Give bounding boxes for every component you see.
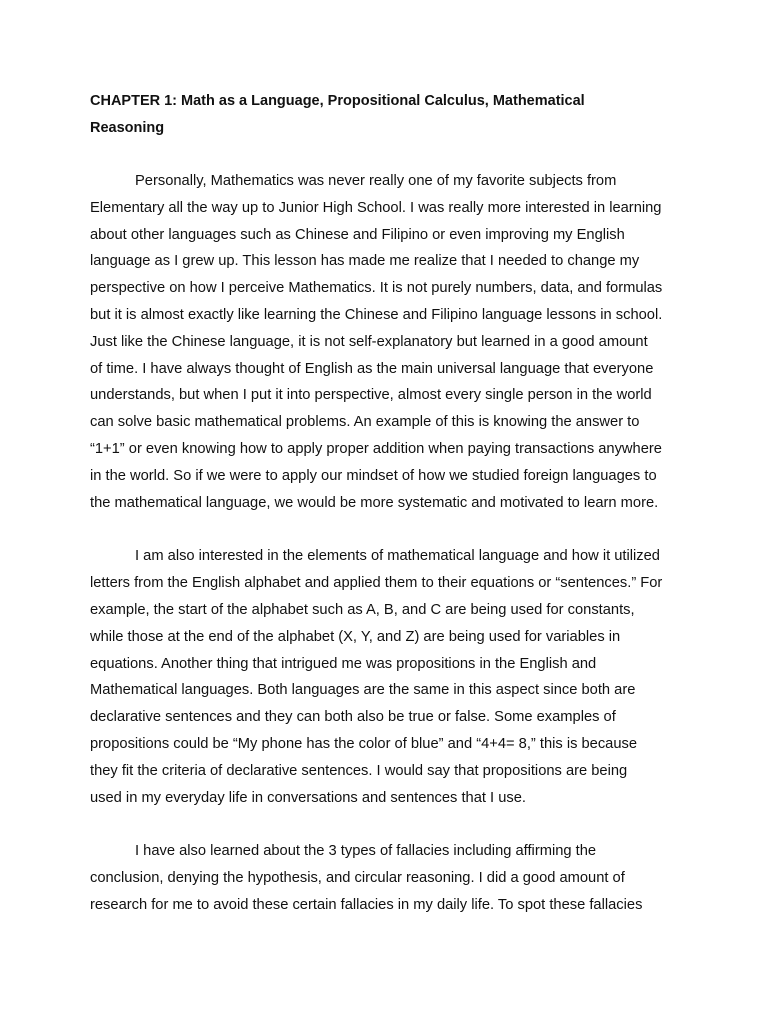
paragraph-line: Personally, Mathematics was never really one of my favorite subjects from [135, 173, 617, 189]
paragraph-line: I am also interested in the elements of mathematical language and how it utilized [135, 548, 660, 565]
paragraph-line: conclusion, denying the hypothesis, and circular reasoning. I did a good amount of [90, 870, 625, 887]
chapter-title [90, 88, 690, 141]
paragraph-line: used in my everyday life in conversations and sentences that I use. [90, 789, 526, 806]
paragraph-line: can solve basic mathematical problems. An example of this is knowing the answer to [90, 414, 640, 431]
paragraph-line: letters from the English alphabet and applied them to their equations or “sentences.” For [90, 575, 663, 592]
paragraph-line: the mathematical language, we would be more systematic and motivated to learn more. [90, 494, 659, 511]
title-line: Reasoning [90, 119, 165, 136]
paragraph-line: Just like the Chinese language, it is not self-explanatory but learned in a good amount [90, 333, 648, 350]
paragraph-line: propositions could be “My phone has the color of blue” and “4+4= 8,” this is because [90, 735, 638, 752]
paragraph-line: about other languages such as Chinese and Filipino or even improving my English [90, 226, 625, 243]
title-line: CHAPTER 1: Math as a Language, Propositional Calculus, Mathematical [90, 93, 585, 109]
paragraph-line: but it is almost exactly like learning the Chinese and Filipino language lessons in school. [90, 306, 663, 323]
paragraph-line: Elementary all the way up to Junior High School. I was really more interested in learning [90, 199, 662, 216]
paragraph-line: “1+1” or even knowing how to apply proper addition when paying transactions anywhere [90, 440, 662, 457]
paragraph-2 [90, 543, 690, 811]
paragraph-line: research for me to avoid these certain fallacies in my daily life. To spot these fallacies [90, 896, 643, 913]
paragraph-line: they fit the criteria of declarative sentences. I would say that propositions are being [90, 762, 628, 779]
paragraph-line: understands, but when I put it into perspective, almost every single person in the world [90, 387, 652, 404]
paragraph-line: declarative sentences and they can both also be true or false. Some examples of [90, 709, 616, 726]
paragraph-line: equations. Another thing that intrigued me was propositions in the English and [90, 655, 597, 672]
paragraph-line: in the world. So if we were to apply our mindset of how we studied foreign languages to [90, 467, 657, 484]
paragraph-line: I have also learned about the 3 types of fallacies including affirming the [135, 843, 597, 860]
paragraph-1 [90, 168, 690, 516]
paragraph-line: while those at the end of the alphabet (X, Y, and Z) are being used for variables in [90, 628, 621, 645]
document-page [90, 88, 690, 919]
paragraph-3 [90, 838, 690, 918]
paragraph-line: perspective on how I perceive Mathematics. It is not purely numbers, data, and formulas [90, 280, 663, 297]
paragraph-line: example, the start of the alphabet such as A, B, and C are being used for constants, [90, 601, 635, 618]
paragraph-line: of time. I have always thought of English as the main universal language that everyone [90, 360, 654, 377]
paragraph-line: language as I grew up. This lesson has made me realize that I needed to change my [90, 253, 640, 270]
paragraph-line: Mathematical languages. Both languages are the same in this aspect since both are [90, 682, 636, 699]
